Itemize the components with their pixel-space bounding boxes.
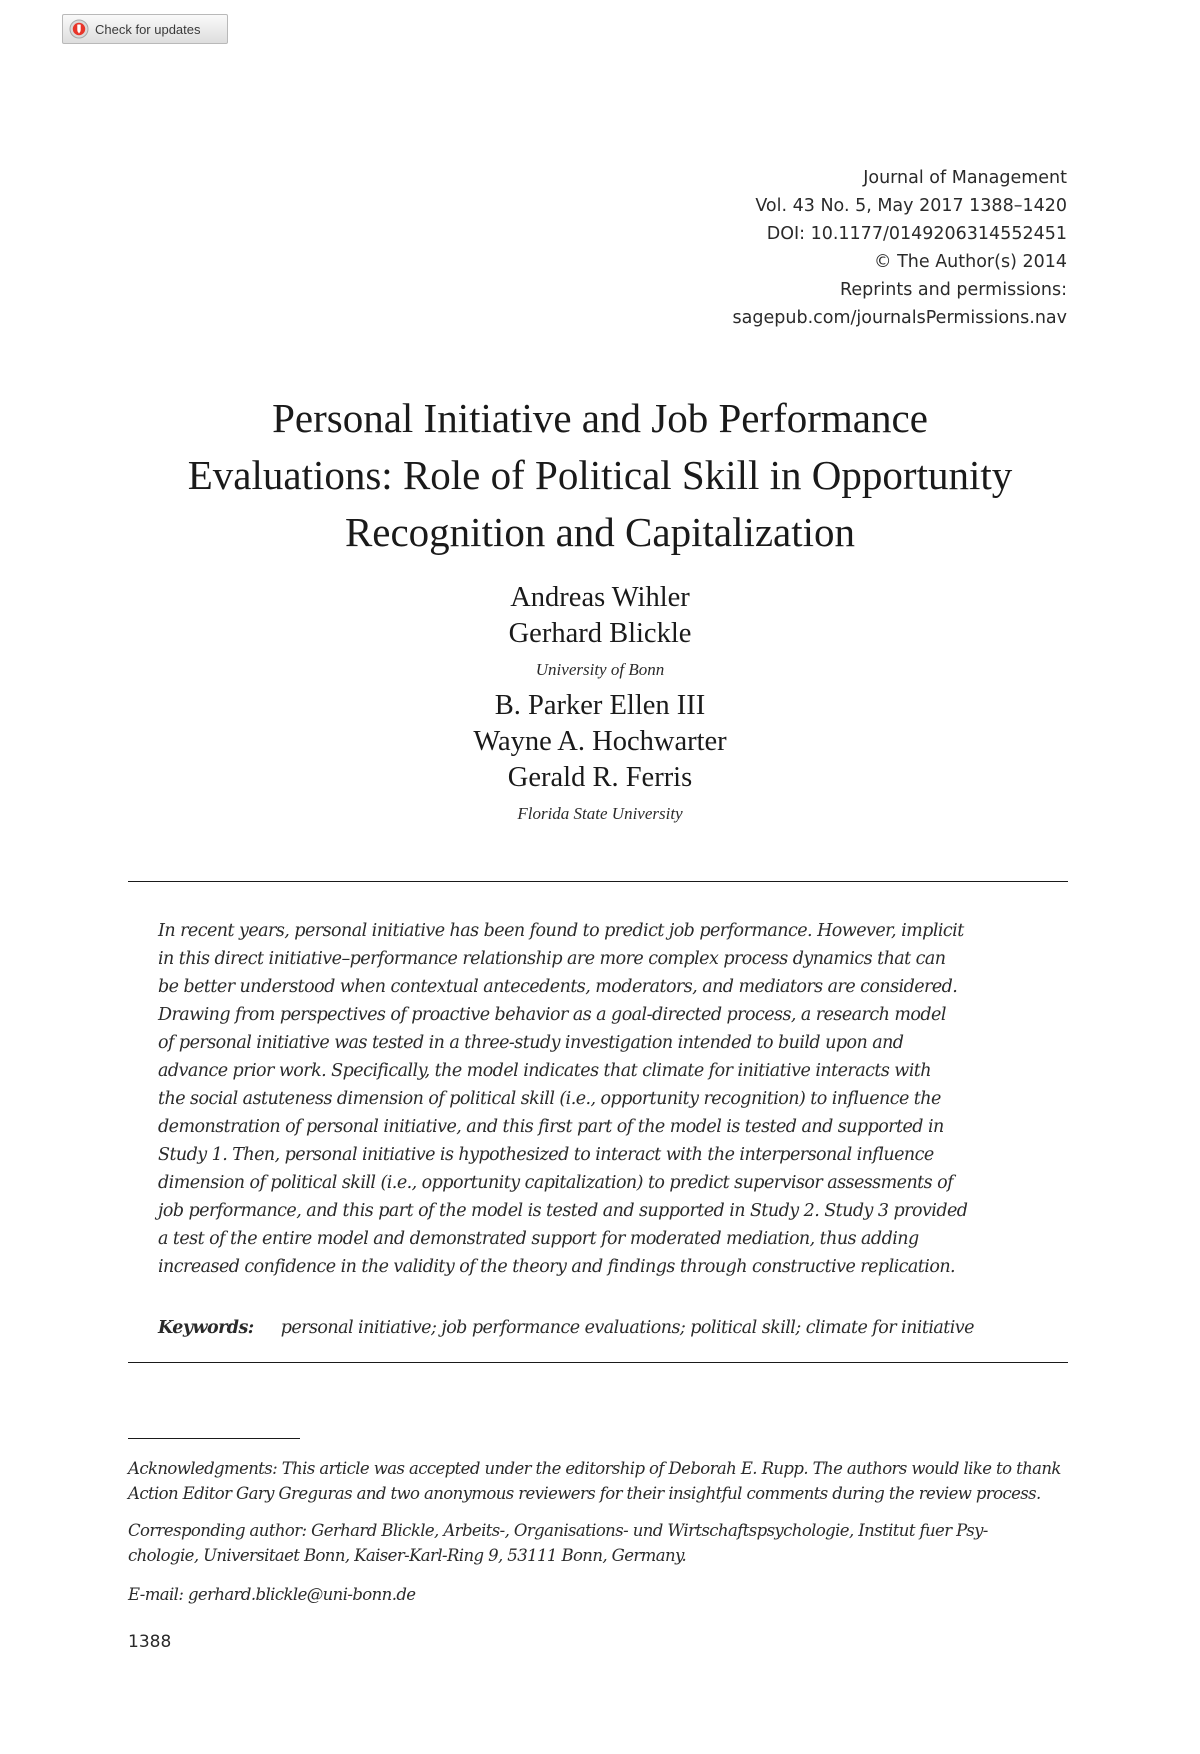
footnote-rule bbox=[128, 1438, 300, 1439]
abstract-line: advance prior work. Specifically, the model indicates that climate for initiative interacts with bbox=[158, 1061, 931, 1081]
keywords-label: Keywords: bbox=[158, 1318, 254, 1338]
author-name: Andreas Wihler bbox=[510, 582, 690, 613]
abstract-line: dimension of political skill (i.e., opportunity capitalization) to predict supervisor assessments of bbox=[158, 1173, 954, 1193]
abstract-line: in this direct initiative–performance relationship are more complex process dynamics that can bbox=[158, 949, 946, 969]
abstract-line: Study 1. Then, personal initiative is hypothesized to interact with the interpersonal influence bbox=[158, 1145, 934, 1165]
abstract-line: job performance, and this part of the model is tested and supported in Study 2. Study 3 provided bbox=[158, 1201, 968, 1221]
abstract bbox=[158, 917, 1036, 1281]
footnote-line: Acknowledgments: This article was accepted under the editorship of Deborah E. Rupp. The authors would like to thank bbox=[128, 1459, 1061, 1478]
footnote-line: Corresponding author: Gerhard Blickle, Arbeits-, Organisations- und Wirtschaftspsychologie, Institut fuer Psy- bbox=[128, 1521, 988, 1540]
abstract-top-rule bbox=[128, 881, 1068, 882]
title-line: Personal Initiative and Job Performance bbox=[272, 395, 928, 441]
journal-info bbox=[733, 164, 1067, 332]
author-name: Gerhard Blickle bbox=[508, 618, 692, 649]
page-number: 1388 bbox=[128, 1632, 172, 1652]
abstract-line: In recent years, personal initiative has been found to predict job performance. However, implicit bbox=[158, 921, 964, 941]
footnote-line: Action Editor Gary Greguras and two anonymous reviewers for their insightful comments during the review process. bbox=[128, 1484, 1041, 1503]
journal-volume: Vol. 43 No. 5, May 2017 1388–1420 bbox=[755, 196, 1067, 216]
abstract-line: Drawing from perspectives of proactive behavior as a goal-directed process, a research model bbox=[158, 1005, 946, 1025]
title-line: Evaluations: Role of Political Skill in Opportunity bbox=[187, 452, 1013, 498]
keywords bbox=[158, 1314, 1038, 1342]
author-affiliation: Florida State University bbox=[517, 804, 683, 823]
abstract-line: be better understood when contextual antecedents, moderators, and mediators are considered. bbox=[158, 977, 958, 997]
email-footnote bbox=[128, 1582, 1068, 1607]
crossmark-icon bbox=[69, 19, 89, 39]
keywords-text: personal initiative; job performance evaluations; political skill; climate for initiative bbox=[280, 1318, 974, 1338]
abstract-line: the social astuteness dimension of political skill (i.e., opportunity recognition) to influence the bbox=[158, 1089, 941, 1109]
acknowledgments-footnote bbox=[128, 1456, 1068, 1506]
footnote-line: chologie, Universitaet Bonn, Kaiser-Karl-Ring 9, 53111 Bonn, Germany. bbox=[128, 1546, 687, 1565]
copyright-notice: © The Author(s) 2014 bbox=[874, 252, 1067, 272]
abstract-bottom-rule bbox=[128, 1362, 1068, 1363]
journal-doi: DOI: 10.1177/0149206314552451 bbox=[766, 224, 1067, 244]
check-for-updates-label: Check for updates bbox=[95, 21, 201, 37]
corresponding-author-footnote bbox=[128, 1518, 1068, 1568]
check-for-updates-button[interactable] bbox=[62, 14, 228, 44]
author-name: Gerald R. Ferris bbox=[507, 762, 693, 793]
email-line[interactable]: E-mail: gerhard.blickle@uni-bonn.de bbox=[128, 1585, 416, 1604]
journal-name: Journal of Management bbox=[863, 168, 1067, 188]
reprints-label: Reprints and permissions: bbox=[839, 280, 1067, 300]
abstract-line: demonstration of personal initiative, and this first part of the model is tested and supported in bbox=[158, 1117, 944, 1137]
title-line: Recognition and Capitalization bbox=[344, 509, 856, 555]
author-name: Wayne A. Hochwarter bbox=[473, 726, 727, 757]
abstract-line: a test of the entire model and demonstrated support for moderated mediation, thus adding bbox=[158, 1229, 919, 1249]
author-block bbox=[100, 580, 1100, 832]
permissions-link[interactable]: sagepub.com/journalsPermissions.nav bbox=[732, 308, 1067, 328]
paper-title bbox=[100, 390, 1100, 561]
author-affiliation: University of Bonn bbox=[535, 660, 665, 679]
abstract-line: increased confidence in the validity of the theory and findings through constructive replication. bbox=[158, 1257, 956, 1277]
author-name: B. Parker Ellen III bbox=[494, 690, 706, 721]
abstract-line: of personal initiative was tested in a three-study investigation intended to build upon and bbox=[158, 1033, 904, 1053]
